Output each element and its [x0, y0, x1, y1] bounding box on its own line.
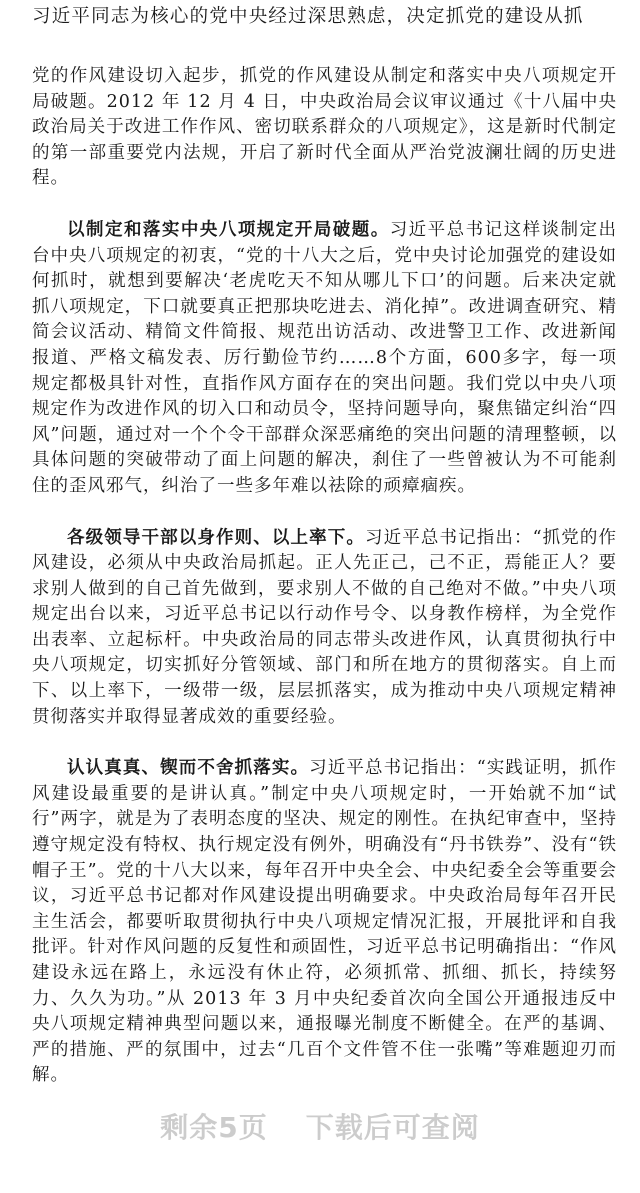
paragraph-4-lead: 认认真真、锲而不舍抓落实。: [67, 758, 310, 779]
paragraph-2-lead: 以制定和落实中央八项规定开局破题。: [67, 219, 390, 240]
remaining-pages-label: 剩余5页: [160, 1111, 268, 1144]
paragraph-3-lead: 各级领导干部以身作则、以上率下。: [67, 527, 365, 548]
top-line: 习近平同志为核心的党中央经过深思熟虑，决定抓党的建设从抓: [32, 6, 584, 27]
article-body: [32, 64, 617, 1115]
paragraph-1: 党的作风建设切入起步，抓党的作风建设从制定和落实中央八项规定开局破题。2012 年 12 月 4 日，中央政治局会议审议通过《十八届中央政治局关于改进工作作风、密切联系群众的八项规定》，这是新时代制定的第一部重要党内法规，开启了新时代全面从严治党波澜壮阔的历史进程。: [32, 66, 618, 189]
paragraph-2-text: 习近平总书记这样谈制定出台中央八项规定的初衷，“党的十八大之后，党中央讨论加强党的建设如何抓时，就想到要解决‘老虎吃天不知从哪儿下口’的问题。后来决定就抓八项规定，下口就要真正把那块吃进去、消化掉”。改进调查研究、精简会议活动、精简文件简报、规范出访活动、改进警卫工作、改进新闻报道、严格文稿发表、厉行勤俭节约……8个方面，600多字，每一项规定都极具针对性，直指作风方面存在的突出问题。我们党以中央八项规定作为改进作风的切入口和动员令，坚持问题导向，聚焦锚定纠治“四风”问题，通过对一个个令干部群众深恶痛绝的突出问题的清理整顿，以具体问题的突破带动了面上问题的解决，刹住了一些曾被认为不可能刹住的歪风邪气，纠治了一些多年难以祛除的顽瘴痼疾。: [32, 219, 618, 496]
paragraph-2: [32, 218, 617, 500]
paragraph-3-text: 习近平总书记指出：“抓党的作风建设，必须从中央政治局抓起。正人先正己，己不正，焉能正人？要求别人做到的自己首先做到，要求别人不做的自己绝对不做。”中央八项规定出台以来，习近平总书记以行动作号令、以身教作榜样，为全党作出表率、立起标杆。中央政治局的同志带头改进作风，认真贯彻执行中央八项规定，切实抓好分管领域、部门和所在地方的贯彻落实。自上而下、以上率下，一级带一级，层层抓落实，成为推动中央八项规定精神贯彻落实并取得显著成效的重要经验。: [32, 527, 618, 727]
paragraph-3: [32, 526, 617, 731]
download-prompt[interactable]: [0, 1106, 640, 1146]
download-to-view-label: 下载后可查阅: [305, 1111, 480, 1144]
paragraph-4: [32, 756, 617, 1089]
paragraph-4-text: 习近平总书记指出：“实践证明，抓作风建设最重要的是讲认真。”制定中央八项规定时，一开始就不加“试行”两字，就是为了表明态度的坚决、规定的刚性。在执纪审查中，坚持遵守规定没有特权、执行规定没有例外，明确没有“丹书铁券”、没有“铁帽子王”。党的十八大以来，每年召开中央全会、中央纪委全会等重要会议，习近平总书记都对作风建设提出明确要求。中央政治局每年召开民主生活会，都要听取贯彻执行中央八项规定情况汇报，开展批评和自我批评。针对作风问题的反复性和顽固性，习近平总书记明确指出：“作风建设永远在路上，永远没有休止符，必须抓常、抓细、抓长，持续努力、久久为功。”从 2013 年 3 月中央纪委首次向全国公开通报违反中央八项规定精神典型问题以来，通报曝光制度不断健全。在严的基调、严的措施、严的氛围中，过去“几百个文件管不住一张嘴”等难题迎刃而解。: [32, 758, 617, 1086]
